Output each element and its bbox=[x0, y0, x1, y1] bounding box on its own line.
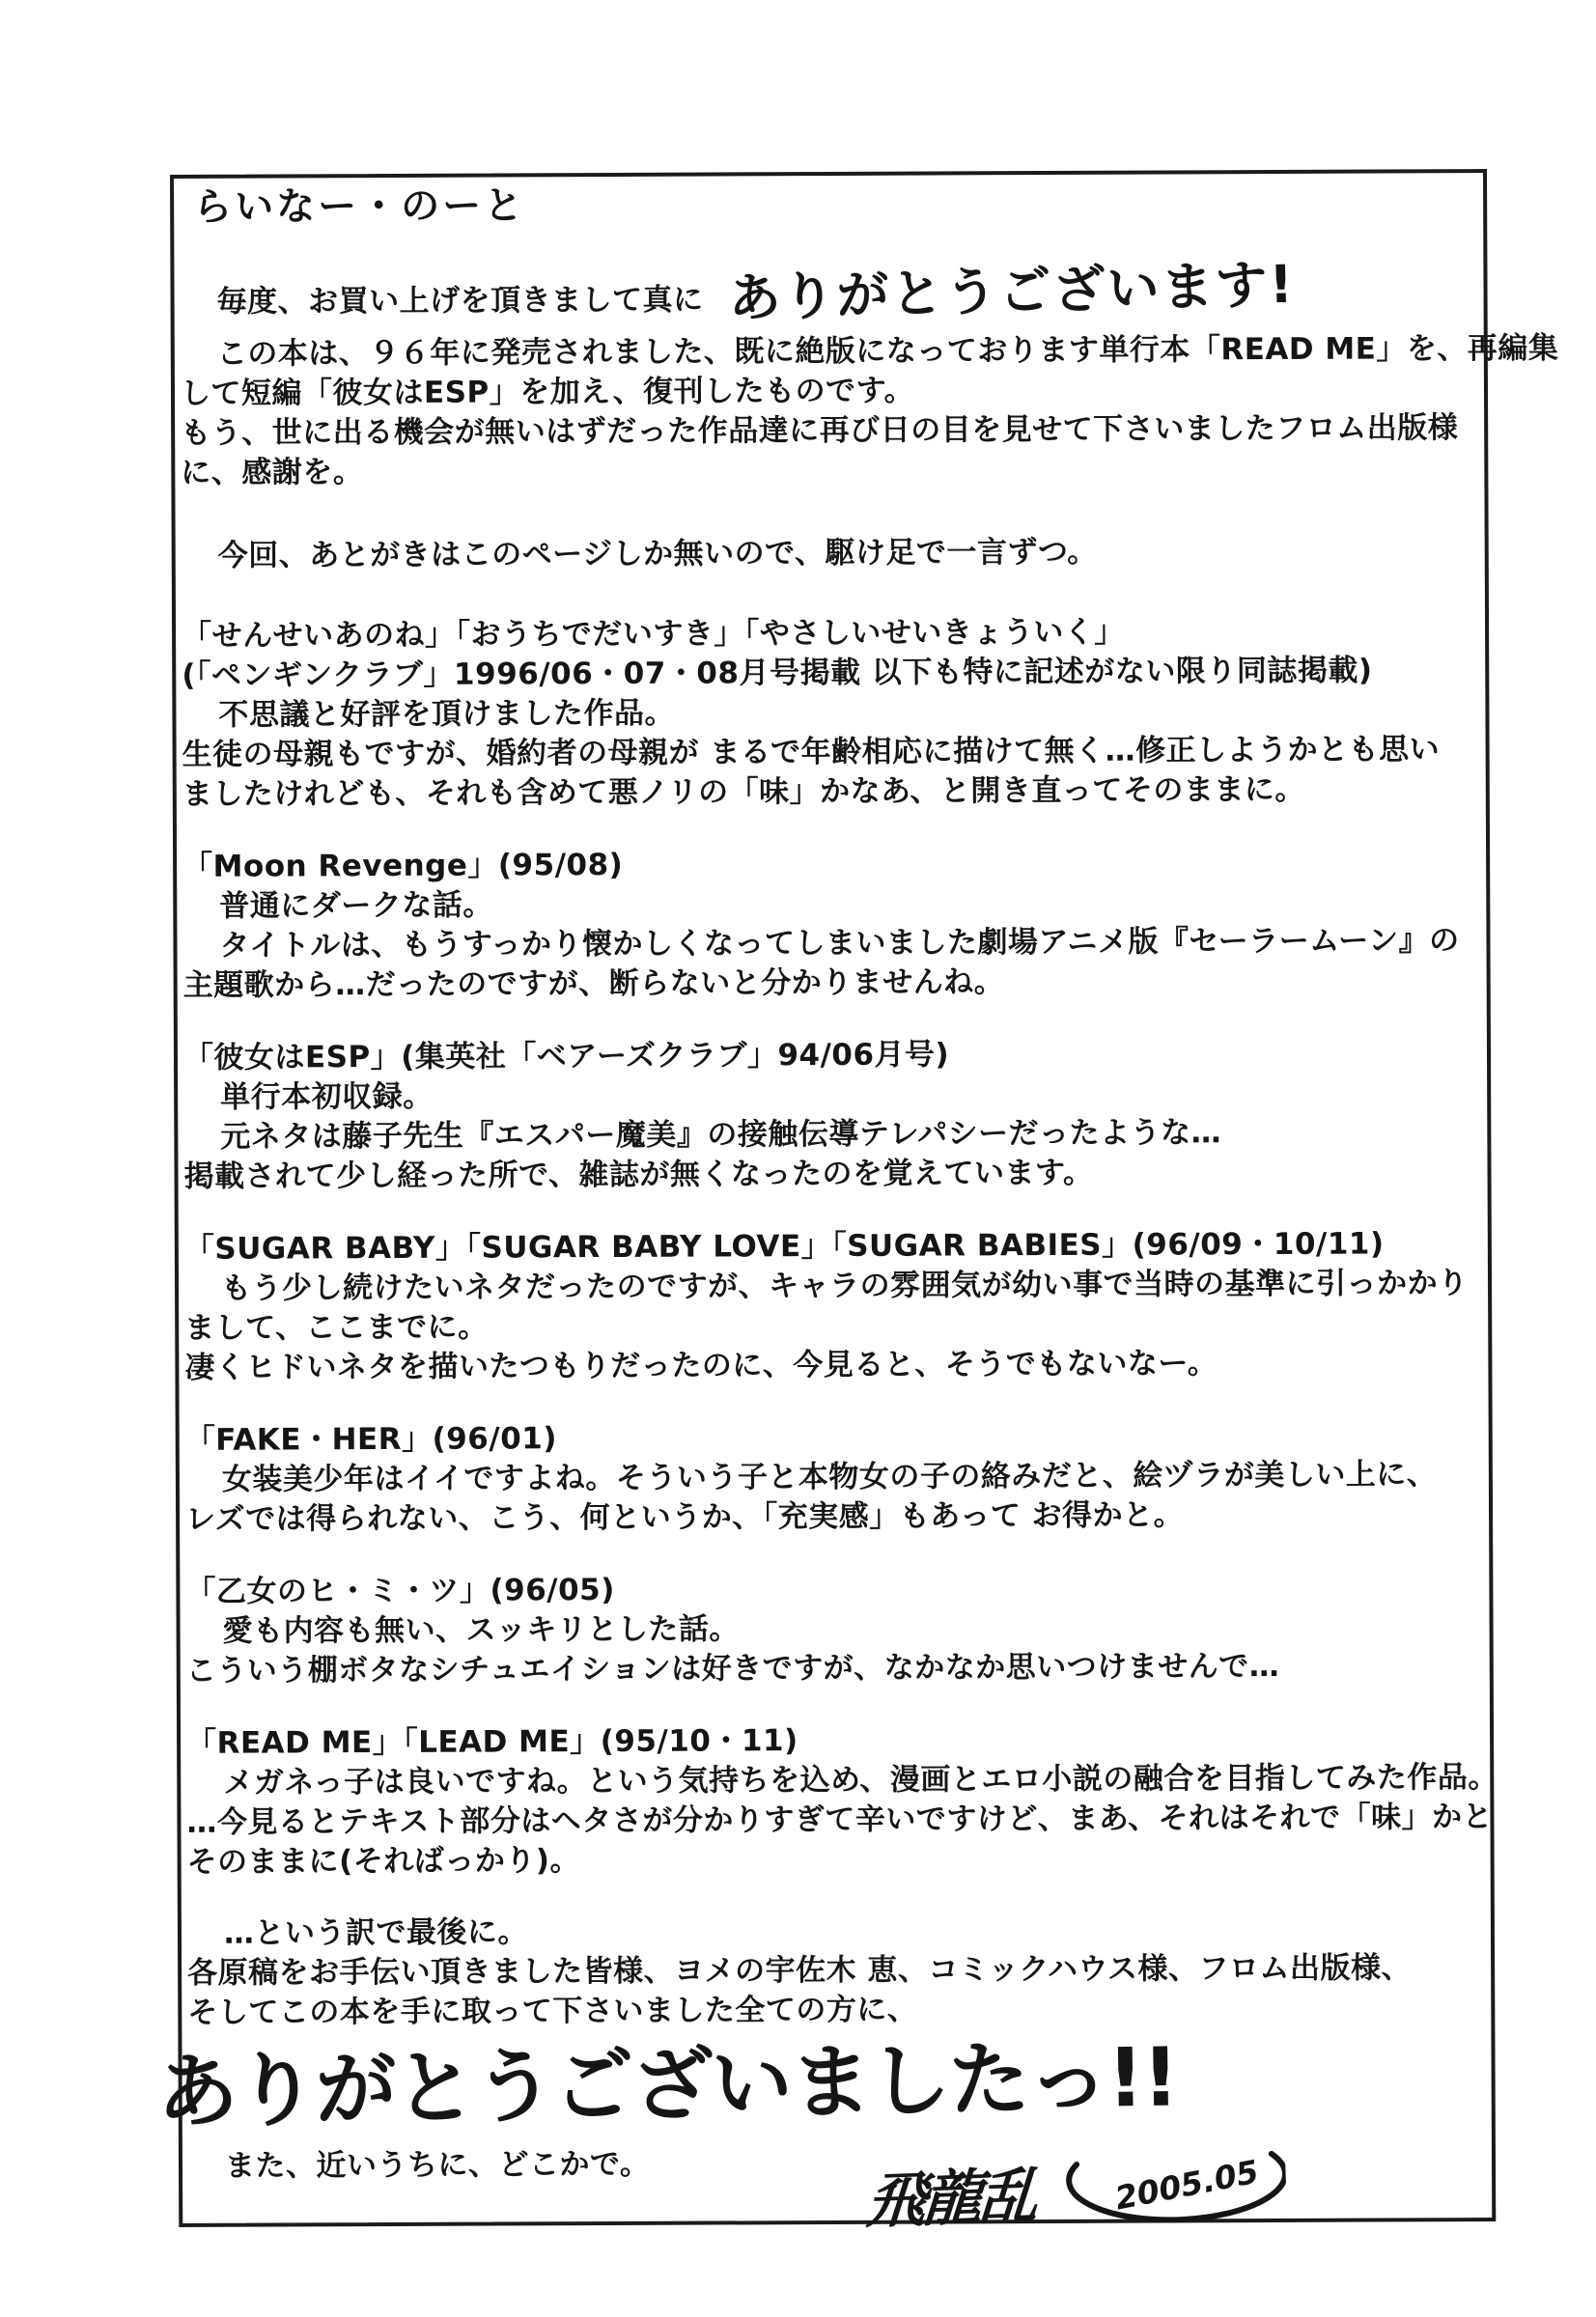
text-line: そのままに(そればっかり)。 bbox=[186, 1843, 581, 1880]
text-line: 掲載されて少し経った所で、雑誌が無くなったのを覚えています。 bbox=[183, 1155, 1094, 1194]
text-line: 元ネタは藤子先生『エスパー魔美』の接触伝導テレパシーだったような… bbox=[220, 1115, 1222, 1155]
text-line: (「ペンギンクラブ」1996/06・07・08月号掲載 以下も特に記述がない限り同誌掲載) bbox=[182, 653, 1373, 693]
signature-date: 2005.05 bbox=[1111, 2152, 1262, 2218]
handwritten-thanks: ありがとうございます! bbox=[727, 253, 1296, 329]
text-line: 単行本初収録。 bbox=[220, 1078, 434, 1115]
work-section bbox=[184, 1224, 1489, 1388]
works-sections bbox=[182, 611, 1498, 1883]
closing-paragraph bbox=[155, 1909, 1492, 2187]
text-line: 普通にダークな話。 bbox=[219, 887, 493, 924]
note-paragraph bbox=[182, 531, 1485, 576]
text-line: 愛も内容も無い、スッキリとした話。 bbox=[222, 1611, 740, 1649]
work-heading: 「せんせいあのね」「おうちでだいすき」「やさしいせいきょういく」 bbox=[182, 614, 1125, 654]
text-line: タイトルは、もうすっかり懐かしくなってしまいました劇場アニメ版『セーラームーン』の bbox=[219, 923, 1460, 963]
text-line: …今見るとテキスト部分はヘタさが分かりすぎて辛いですけど、まあ、それはそれで「味」かと bbox=[186, 1800, 1494, 1840]
page-title: らいなー・のーと bbox=[193, 183, 526, 230]
work-section bbox=[182, 842, 1487, 1006]
work-heading: 「Moon Revenge」(95/08) bbox=[182, 847, 624, 884]
work-section bbox=[186, 1718, 1498, 1883]
work-section bbox=[183, 1033, 1488, 1197]
text-line: メガネっ子は良いですね。という気持ちを込め、漫画とエロ小説の融合を目指してみた作品。 bbox=[223, 1759, 1498, 1801]
intro-lines bbox=[180, 329, 1559, 493]
text-line: もう少し続けたいネタだったのですが、キャラの雰囲気が幼い事で当時の基準に引っかかり bbox=[220, 1266, 1469, 1306]
handwritten-big-thanks: ありがとうございましたっ!! bbox=[155, 2029, 1178, 2140]
intro-lead-in: 毎度、お買い上げを頂きまして真に bbox=[216, 282, 704, 320]
text-line: 主題歌から…だったのですが、断らないと分かりませんね。 bbox=[182, 964, 1005, 1003]
text-line: 不思議と好評を頂けました作品。 bbox=[218, 695, 676, 733]
text-line: 生徒の母親もですが、婚約者の母親が まるで年齢相応に描けて無く…修正しようかとも思い bbox=[182, 732, 1441, 772]
text-line: …という訳で最後に。 bbox=[223, 1914, 529, 1951]
text-line: もう、世に出る機会が無いはずだった作品達に再び日の目を見せて下さいましたフロム出版様 bbox=[181, 410, 1459, 451]
afterword-frame bbox=[155, 169, 1559, 2227]
goodbye-line: また、近いうちに、どこかで。 bbox=[224, 2146, 651, 2184]
text-line: まして、ここまでに。 bbox=[184, 1309, 489, 1346]
text-line: この本は、９６年に発売されました、既に絶版になっております単行本「READ ME」を、再編集 bbox=[216, 330, 1559, 372]
work-section bbox=[185, 1415, 1490, 1540]
work-heading: 「READ ME」「LEAD ME」(95/10・11) bbox=[186, 1723, 798, 1761]
work-section bbox=[185, 1567, 1490, 1691]
work-heading: 「乙女のヒ・ミ・ツ」(96/05) bbox=[185, 1572, 615, 1609]
signature-name: 飛龍乱 bbox=[864, 2159, 1038, 2237]
work-heading: 「SUGAR BABY」「SUGAR BABY LOVE」「SUGAR BABIES」(96/09・10/11) bbox=[183, 1226, 1385, 1267]
intro-paragraph bbox=[180, 253, 1559, 493]
text-line: 凄くヒドいネタを描いたつもりだったのに、今見ると、そうでもないなー。 bbox=[184, 1346, 1218, 1385]
work-section bbox=[182, 611, 1486, 815]
intro-first-row bbox=[180, 253, 1483, 335]
closing-lines bbox=[187, 1909, 1492, 2033]
text-line: 各原稿をお手伝い頂きました皆様、ヨメの宇佐木 恵、コミックハウス様、フロム出版様、 bbox=[187, 1950, 1413, 1991]
text-line: に、感謝を。 bbox=[181, 455, 364, 490]
artist-signature bbox=[865, 2124, 1288, 2252]
text-line: して短編「彼女はESP」を加え、復刊したものです。 bbox=[180, 373, 915, 411]
text-line: ましたけれども、それも含めて悪ノリの「味」かなあ、と開き直ってそのままに。 bbox=[182, 771, 1305, 812]
signature-date-swoosh bbox=[1043, 2124, 1288, 2247]
text-line: 今回、あとがきはこのページしか無いので、駆け足で一言ずつ。 bbox=[217, 534, 1098, 573]
text-line: レズでは得られない、こう、何というか、「充実感」もあって お得かと。 bbox=[185, 1497, 1185, 1537]
work-heading: 「FAKE・HER」(96/01) bbox=[184, 1421, 558, 1458]
text-line: こういう棚ボタなシチュエイションは好きですが、なかなか思いつけませんで… bbox=[185, 1648, 1280, 1689]
text-line: 女装美少年はイイですよね。そういう子と本物女の子の絡みだと、絵ヅラが美しい上に、 bbox=[221, 1457, 1438, 1497]
work-heading: 「彼女はESP」(集英社「ベアーズクラブ」94/06月号) bbox=[182, 1037, 950, 1075]
text-line: そしてこの本を手に取って下さいました全ての方に、 bbox=[187, 1992, 918, 2030]
